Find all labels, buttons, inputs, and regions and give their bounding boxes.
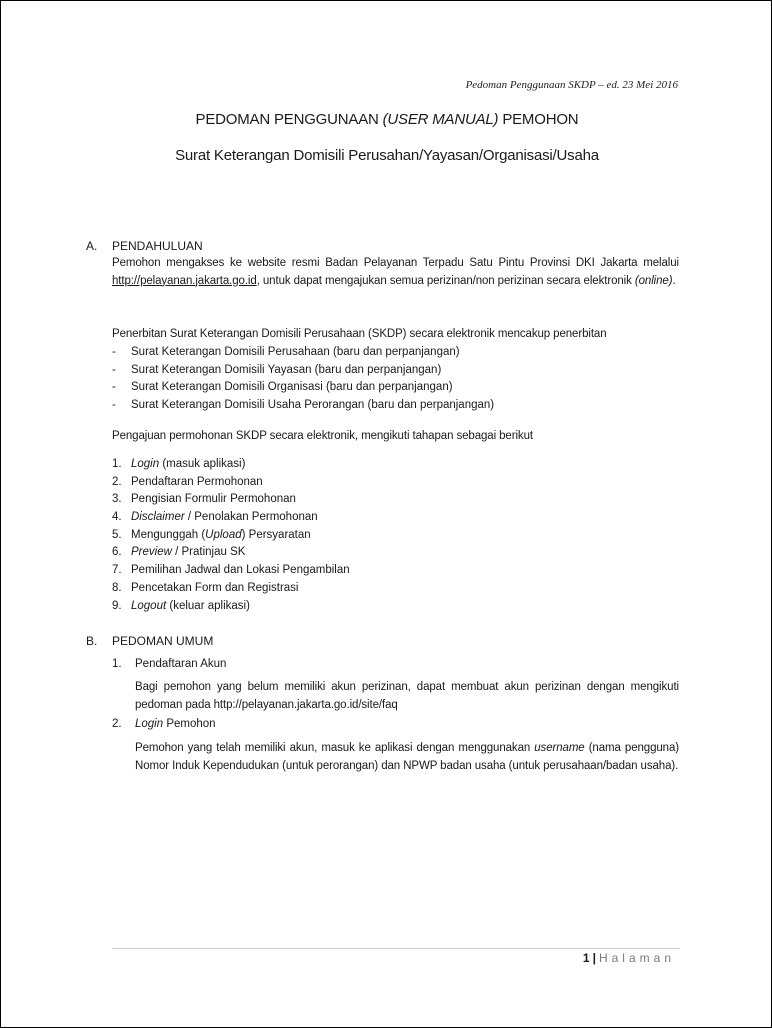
intro-text-1: Pemohon mengakses ke website resmi Badan Pelayanan Terpadu Satu Pintu Provinsi DKI Jakarta melalui <box>112 257 679 269</box>
step-text: (keluar aplikasi) <box>166 599 250 612</box>
section-a-intro <box>112 255 679 290</box>
section-b-letter: B. <box>86 634 98 648</box>
page-footer <box>583 951 675 965</box>
intro-online: (online) <box>634 274 673 287</box>
intro-text-2: , untuk dapat mengajukan semua perizinan/non perizinan secara elektronik <box>256 274 635 287</box>
bullet-mark: - <box>112 363 116 376</box>
list-item <box>112 362 494 380</box>
section-a-title: PENDAHULUAN <box>112 239 203 253</box>
title-post: PEMOHON <box>498 111 579 128</box>
bullet-mark: - <box>112 346 116 358</box>
list-item <box>112 397 494 415</box>
sub-item-2-body-pre: Pemohon yang telah memiliki akun, masuk ke aplikasi dengan menggunakan <box>135 742 535 754</box>
section-b-title: PEDOMAN UMUM <box>112 634 214 648</box>
step-text: Mengunggah ( <box>131 528 206 541</box>
footer-separator: | <box>592 951 596 965</box>
sub-item-2-body <box>135 740 679 775</box>
step-text: Pengisian Formulir Permohonan <box>131 493 296 506</box>
skdp-list <box>112 344 494 415</box>
step-num: 5. <box>112 528 122 541</box>
list-item <box>112 544 350 562</box>
step-text: ) Persyaratan <box>241 528 311 541</box>
pelayanan-link[interactable]: http://pelayanan.jakarta.go.id <box>112 274 257 287</box>
list-item <box>112 344 494 362</box>
step-num: 1. <box>112 458 122 470</box>
step-num: 9. <box>112 599 122 612</box>
step-text: Pemilihan Jadwal dan Lokasi Pengambilan <box>131 564 350 577</box>
list-item-text: Surat Keterangan Domisili Yayasan (baru dan perpanjangan) <box>131 363 442 376</box>
step-num: 6. <box>112 546 122 559</box>
intro-text-3: . <box>672 274 676 287</box>
list-item-text: Surat Keterangan Domisili Usaha Perorangan (baru dan perpanjangan) <box>131 399 495 412</box>
sub-item-1-title: Pendaftaran Akun <box>135 658 227 670</box>
sub-item-2-title <box>135 718 216 730</box>
sub-item-2-title-text: Pemohon <box>163 718 216 730</box>
section-a-letter: A. <box>86 239 98 253</box>
document-title <box>1 111 772 128</box>
step-em: Login <box>131 458 160 470</box>
step-num: 2. <box>112 475 122 488</box>
step-text: Pencetakan Form dan Registrasi <box>131 581 299 594</box>
sub-item-2-title-em: Login <box>135 718 164 730</box>
list-item <box>112 491 350 509</box>
steps-intro: Pengajuan permohonan SKDP secara elektronik, mengikuti tahapan sebagai berikut <box>112 430 533 442</box>
step-text: / Penolakan Permohonan <box>184 511 318 524</box>
step-num: 4. <box>112 511 122 524</box>
step-em: Logout <box>131 599 167 612</box>
list-item <box>112 509 350 527</box>
list-item-text: Surat Keterangan Domisili Perusahaan (baru dan perpanjangan) <box>131 346 460 358</box>
skdp-intro: Penerbitan Surat Keterangan Domisili Perusahaan (SKDP) secara elektronik mencakup penerbitan <box>112 328 607 340</box>
title-pre: PEDOMAN PENGGUNAAN <box>195 111 383 128</box>
title-em: (USER MANUAL) <box>382 111 499 128</box>
list-item <box>112 379 494 397</box>
list-item <box>112 580 350 598</box>
footer-divider <box>112 948 680 949</box>
step-em: Preview <box>131 546 172 559</box>
header-note: Pedoman Penggunaan SKDP – ed. 23 Mei 2016 <box>465 79 678 91</box>
step-text: Pendaftaran Permohonan <box>131 475 263 488</box>
page-number: 1 <box>582 951 590 965</box>
step-num: 7. <box>112 564 122 577</box>
steps-list <box>112 456 350 615</box>
list-item <box>112 598 350 616</box>
list-item <box>112 562 350 580</box>
bullet-mark: - <box>112 381 116 394</box>
sub-item-2-body-post: (nama pengguna) Nomor Induk Kependudukan (untuk perorangan) dan NPWP badan usaha (untuk perusahaan/badan usaha). <box>135 742 679 772</box>
footer-word: Halaman <box>598 951 675 965</box>
step-num: 3. <box>112 493 122 506</box>
step-em: Disclaimer <box>131 511 185 524</box>
step-num: 8. <box>112 581 122 594</box>
list-item <box>112 474 350 492</box>
sub-item-1-body: Bagi pemohon yang belum memiliki akun perizinan, dapat membuat akun perizinan dengan mengikuti pedoman pada http://pelayanan.jakarta.go.id/site/faq <box>135 681 679 711</box>
list-item <box>112 456 350 474</box>
list-item <box>112 527 350 545</box>
sub-item-2-body-em: username <box>534 742 585 754</box>
step-em: Upload <box>205 528 242 541</box>
sub-item-1-num: 1. <box>112 658 122 670</box>
step-text: (masuk aplikasi) <box>159 458 246 470</box>
bullet-mark: - <box>112 399 116 412</box>
list-item-text: Surat Keterangan Domisili Organisasi (baru dan perpanjangan) <box>131 381 453 394</box>
document-subtitle: Surat Keterangan Domisili Perusahan/Yayasan/Organisasi/Usaha <box>175 147 599 164</box>
sub-item-2-num: 2. <box>112 718 122 730</box>
step-text: / Pratinjau SK <box>171 546 246 559</box>
